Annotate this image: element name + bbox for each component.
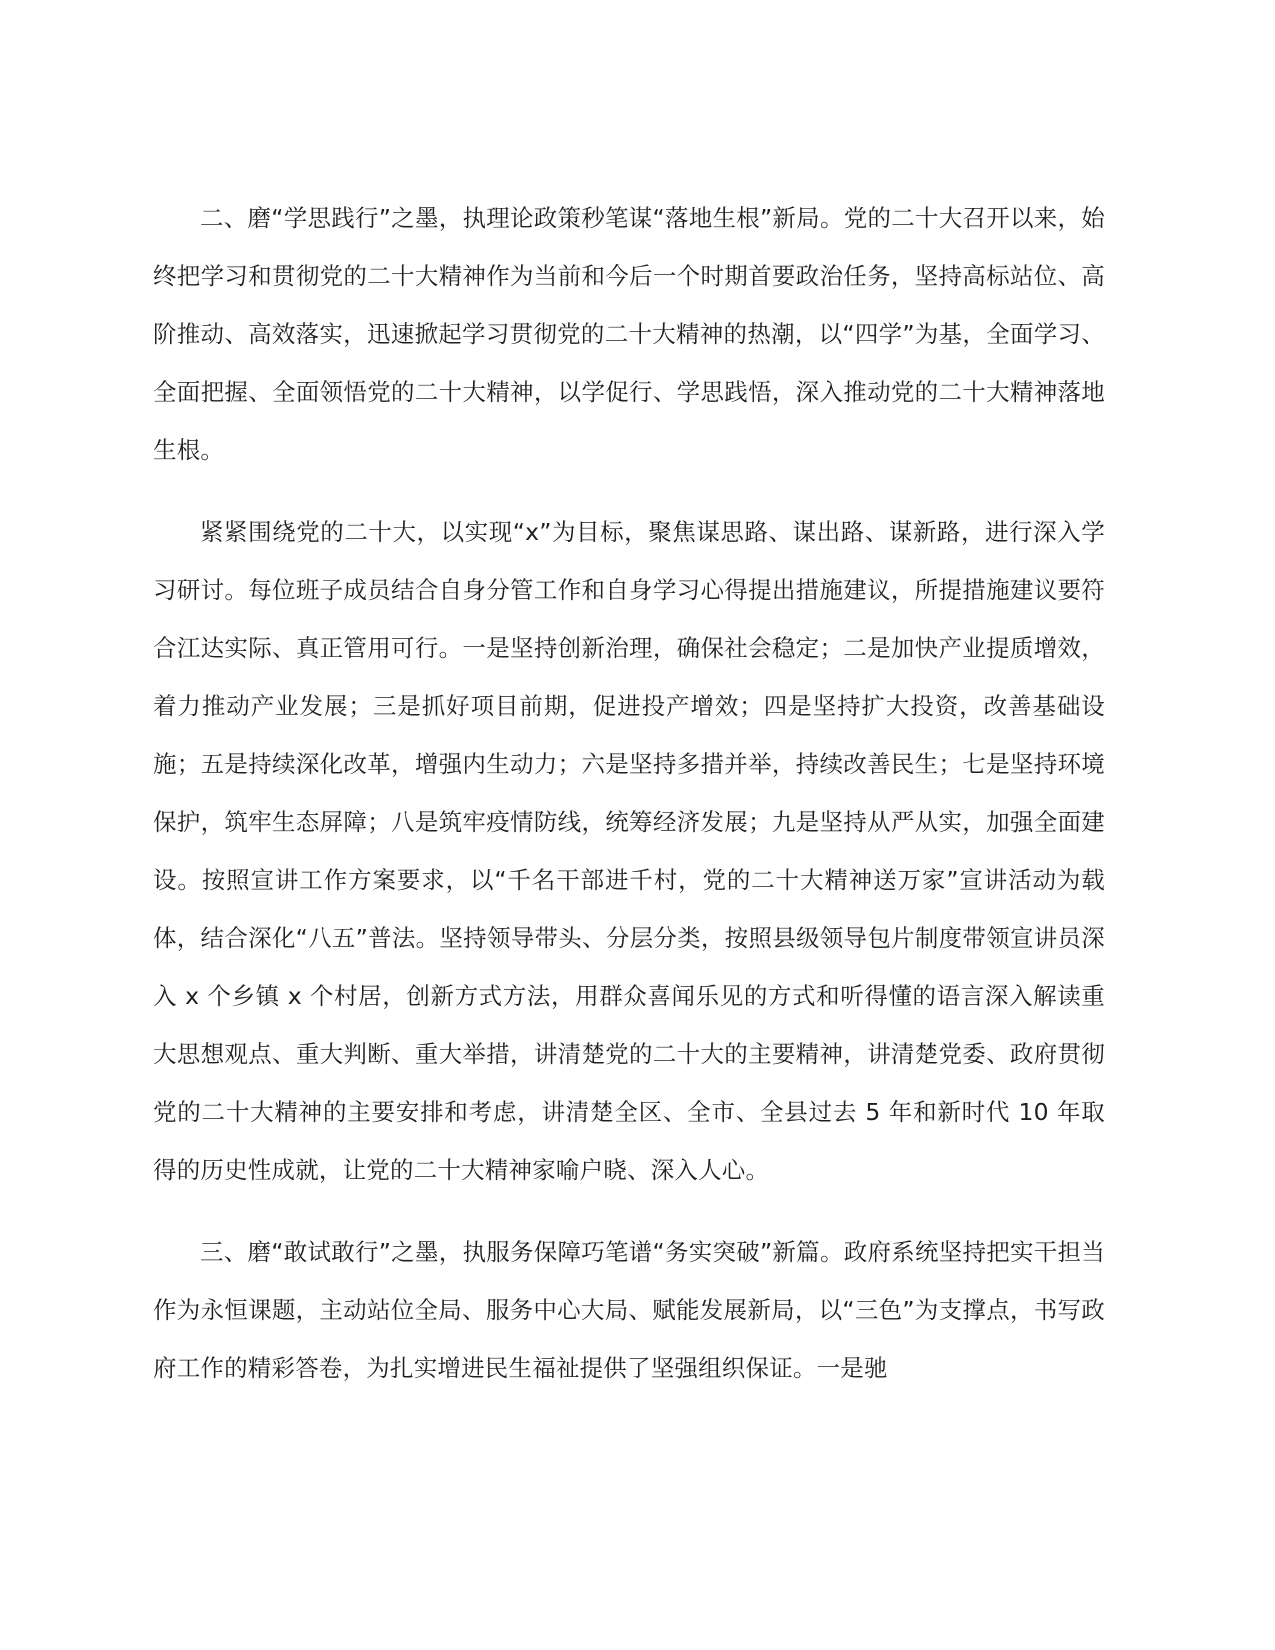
document-body	[153, 189, 1105, 1421]
paragraph-section-three: 三、磨“敢试敢行”之墨，执服务保障巧笔谱“务实突破”新篇。政府系统坚持把实干担当作为永恒课题，主动站位全局、服务中心大局、赋能发展新局，以“三色”为支撑点，书写政府工作的精彩答卷，为扎实增进民生福祉提供了坚强组织保证。一是驰	[153, 1238, 1105, 1382]
paragraph-section-two: 二、磨“学思践行”之墨，执理论政策秒笔谋“落地生根”新局。党的二十大召开以来，始终把学习和贯彻党的二十大精神作为当前和今后一个时期首要政治任务，坚持高标站位、高阶推动、高效落实，迅速掀起学习贯彻党的二十大精神的热潮，以“四学”为基，全面学习、全面把握、全面领悟党的二十大精神，以学促行、学思践悟，深入推动党的二十大精神落地生根。	[153, 204, 1105, 464]
paragraph-study-measures: 紧紧围绕党的二十大，以实现“x”为目标，聚焦谋思路、谋出路、谋新路，进行深入学习研讨。每位班子成员结合自身分管工作和自身学习心得提出措施建议，所提措施建议要符合江达实际、真正管用可行。一是坚持创新治理，确保社会稳定；二是加快产业提质增效，着力推动产业发展；三是抓好项目前期，促进投产增效；四是坚持扩大投资，改善基础设施；五是持续深化改革，增强内生动力；六是坚持多措并举，持续改善民生；七是坚持环境保护，筑牢生态屏障；八是筑牢疫情防线，统筹经济发展；九是坚持从严从实，加强全面建设。按照宣讲工作方案要求，以“千名干部进千村，党的二十大精神送万家”宣讲活动为载体，结合深化“八五”普法。坚持领导带头、分层分类，按照县级领导包片制度带领宣讲员深入 x 个乡镇 x 个村居，创新方式方法，用群众喜闻乐见的方式和听得懂的语言深入解读重大思想观点、重大判断、重大举措，讲清楚党的二十大的主要精神，讲清楚党委、政府贯彻党的二十大精神的主要安排和考虑，讲清楚全区、全市、全县过去 5 年和新时代 10 年取得的历史性成就，让党的二十大精神家喻户晓、深入人心。	[153, 518, 1105, 1184]
